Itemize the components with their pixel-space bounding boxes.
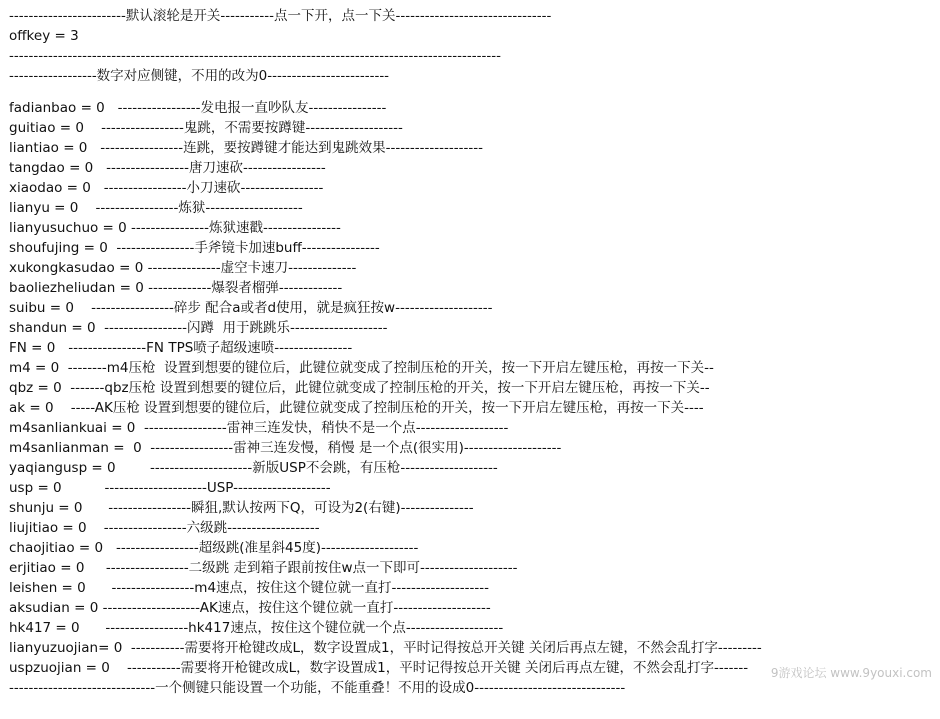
- text-line: chaojitiao = 0 -----------------超级跳(准星斜45度)--------------------: [9, 540, 419, 556]
- text-line: m4 = 0 --------m4压枪 设置到想要的键位后，此键位就变成了控制压枪的开关，按一下开启左键压枪，再按一下关--: [9, 360, 714, 376]
- text-line: offkey = 3: [9, 28, 79, 44]
- text-line: fadianbao = 0 -----------------发电报一直吵队友----------------: [9, 100, 387, 116]
- text-line: -----------------------------------------------------------------------------------------------------: [9, 48, 502, 64]
- text-line: hk417 = 0 -----------------hk417速点，按住这个键位就一个点--------------------: [9, 620, 504, 636]
- text-line: m4sanlianman = 0 -----------------雷神三连发慢，稍慢 是一个点(很实用)--------------------: [9, 440, 562, 456]
- text-line: xukongkasudao = 0 ---------------虚空卡速刀--------------: [9, 260, 357, 276]
- text-line: erjitiao = 0 -----------------二级跳 走到箱子跟前按住w点一下即可--------------------: [9, 560, 518, 576]
- text-line: FN = 0 ----------------FN TPS喷子超级速喷----------------: [9, 340, 353, 356]
- text-line: ------------------数字对应侧键，不用的改为0-------------------------: [9, 68, 390, 84]
- text-line: usp = 0 ---------------------USP--------------------: [9, 480, 331, 496]
- text-line: shunju = 0 -----------------瞬狙,默认按两下Q，可设为2(右键)---------------: [9, 500, 474, 516]
- text-line: yaqiangusp = 0 ---------------------新版USP不会跳，有压枪--------------------: [9, 460, 498, 476]
- text-line: shandun = 0 -----------------闪蹲 用于跳跳乐--------------------: [9, 320, 388, 336]
- text-line: tangdao = 0 -----------------唐刀速砍-----------------: [9, 160, 326, 176]
- text-line: shoufujing = 0 ----------------手斧镜卡加速buff----------------: [9, 240, 380, 256]
- text-line: qbz = 0 -------qbz压枪 设置到想要的键位后，此键位就变成了控制压枪的开关，按一下开启左键压枪，再按一下关--: [9, 380, 710, 396]
- text-line: m4sanliankuai = 0 -----------------雷神三连发快，稍快不是一个点-------------------: [9, 420, 509, 436]
- text-line: [9, 86, 940, 98]
- text-line: liujitiao = 0 -----------------六级跳-------------------: [9, 520, 320, 536]
- text-line: guitiao = 0 -----------------鬼跳，不需要按蹲键--------------------: [9, 120, 403, 136]
- text-line: suibu = 0 -----------------碎步 配合a或者d使用，就是疯狂按w--------------------: [9, 300, 493, 316]
- text-line: aksudian = 0 --------------------AK速点，按住这个键位就一直打--------------------: [9, 600, 491, 616]
- text-line: lianyusuchuo = 0 ----------------炼狱速戳----------------: [9, 220, 341, 236]
- text-line: ak = 0 -----AK压枪 设置到想要的键位后，此键位就变成了控制压枪的开关，按一下开启左键压枪，再按一下关----: [9, 400, 704, 416]
- text-line: lianyu = 0 -----------------炼狱--------------------: [9, 200, 303, 216]
- text-line: uspzuojian = 0 -----------需要将开枪键改成L，数字设置成1，平时记得按总开关键 关闭后再点左键，不然会乱打字-------: [9, 660, 749, 676]
- text-line: lianyuzuojian= 0 -----------需要将开枪键改成L，数字设置成1，平时记得按总开关键 关闭后再点左键，不然会乱打字---------: [9, 640, 762, 656]
- watermark-logo: 9游戏论坛 www.9youxi.com: [770, 666, 932, 680]
- text-line: xiaodao = 0 -----------------小刀速砍-----------------: [9, 180, 324, 196]
- text-line: liantiao = 0 -----------------连跳，要按蹲键才能达到鬼跳效果--------------------: [9, 140, 484, 156]
- text-line: leishen = 0 -----------------m4速点，按住这个键位就一直打--------------------: [9, 580, 489, 596]
- text-line: baoliezheliudan = 0 -------------爆裂者榴弹-------------: [9, 280, 343, 296]
- text-line: ------------------------------一个侧键只能设置一个功能，不能重叠！不用的设成0-------------------------------: [9, 680, 626, 696]
- script-text-document: [9, 6, 940, 698]
- text-line: ------------------------默认滚轮是开关-----------点一下开，点一下关--------------------------------: [9, 8, 552, 24]
